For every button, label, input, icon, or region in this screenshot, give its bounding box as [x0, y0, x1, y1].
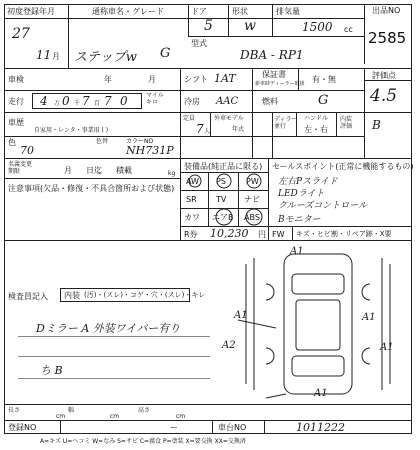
car-right-side — [382, 258, 390, 390]
capacity-unit: 人 — [204, 128, 211, 135]
circle-mark — [247, 174, 261, 188]
mileage-digit: 4 — [40, 94, 48, 108]
r-ticket-unit: 円 — [258, 230, 266, 239]
mileage-unit: 万 — [54, 100, 61, 107]
car-front-window — [292, 274, 344, 294]
history-options: 自家用・レンタ・事業用 ( ) — [34, 127, 109, 134]
mileage-unit: 百 — [94, 100, 101, 107]
damage-mark: A1 — [380, 342, 394, 353]
reg-year: 27 — [12, 26, 30, 42]
equip-pw: PW — [246, 177, 259, 186]
equip-tv: TV — [216, 195, 227, 204]
handle-label: ハンドル — [304, 115, 329, 122]
inspector-note: ち B — [40, 364, 63, 377]
car-damage-diagram — [226, 244, 410, 404]
equip-navi: ナビ — [244, 195, 260, 204]
fw-label: FW — [272, 230, 285, 239]
shift-label: シフト — [184, 75, 208, 84]
height-label: 高さ — [138, 407, 151, 414]
warranty-sub: 新車時ディーラー取扱 — [255, 81, 305, 87]
ac-value: AAC — [216, 96, 239, 107]
rename-label: 名義変更 期限 — [8, 161, 33, 175]
width-label: 幅 — [68, 407, 75, 414]
dealer-label: ディラー 並行 — [274, 116, 298, 130]
displacement-value: 1500 — [302, 20, 333, 34]
name-grade-label: 通称車名・グレード — [92, 7, 164, 16]
first-reg-label: 初度登録年月 — [7, 7, 55, 16]
rename-day: 日迄 — [86, 166, 102, 175]
cc-unit: cc — [344, 25, 353, 34]
mileage-digit: 7 — [104, 94, 112, 108]
length-cm: cm — [56, 413, 66, 420]
ext-model-label: 外車モデル — [214, 115, 244, 122]
mileage-digit: 7 — [82, 94, 90, 108]
capacity-value: 7 — [196, 122, 204, 136]
sales-point-item: LEDライト — [278, 189, 325, 199]
footer-legend: A=キズ U=ヘコミ W=なみ S=サビ C=腐食 P=塗装 X=要交換 XX=交換済 — [40, 438, 246, 445]
notes-label: 注意事項(欠品・修復・不具合箇所および状態) — [8, 184, 175, 193]
damage-mark: A1 — [290, 246, 304, 257]
equip-airbag: エアB — [212, 213, 234, 222]
capacity-label: 定員 — [183, 115, 196, 122]
mileage-unit: 千 — [74, 100, 81, 107]
chassis-label: 車台NO — [218, 423, 247, 432]
damage-mark: A2 — [222, 340, 236, 351]
color-no-value: NH731P — [126, 144, 174, 157]
equip-sr: SR — [186, 195, 197, 204]
equipment-circles — [180, 172, 270, 228]
equip-ps: PS — [216, 177, 226, 186]
leader-line — [238, 320, 286, 398]
body-shape: w — [244, 18, 256, 34]
equip-abs: ABS — [244, 213, 260, 222]
fuel-value: G — [318, 93, 329, 108]
mileage-label: 走行 — [8, 97, 24, 106]
circle-mark — [189, 175, 201, 187]
length-label: 長さ — [8, 407, 21, 414]
color-label: 色 — [8, 138, 16, 147]
reg-no-dash: ー — [170, 423, 178, 432]
rename-month: 月 — [64, 166, 72, 175]
r-ticket-value: 10,230 — [210, 227, 249, 240]
ac-label: 冷房 — [184, 97, 200, 106]
mileage-km: マイル キロ — [146, 92, 164, 106]
shape-label: 形状 — [232, 7, 248, 16]
reg-no-label: 登録NO — [8, 423, 37, 432]
circle-mark — [246, 209, 262, 225]
grade: G — [160, 46, 171, 61]
inspector-interior-label: 内装 — [64, 291, 80, 300]
damage-mark: A1 — [234, 310, 248, 321]
shaken-month-label: 月 — [148, 75, 156, 84]
model-label: 型式 — [191, 39, 207, 48]
car-name: ステップw — [74, 50, 137, 65]
sales-point-item: Bモニター — [278, 215, 321, 225]
door-count: 5 — [204, 18, 213, 34]
r-ticket-label: R券 — [184, 230, 198, 239]
score-value: 4.5 — [370, 86, 398, 106]
mileage-digit: 0 — [120, 94, 128, 108]
damage-mark: A1 — [362, 312, 376, 323]
exhibit-label: 出品NO — [372, 6, 401, 15]
displacement-label: 排気量 — [276, 7, 300, 16]
door-label: ドア — [191, 7, 207, 16]
shift-value: 1AT — [214, 72, 236, 85]
circle-mark — [216, 209, 232, 225]
color-no-label: カラーNO — [126, 138, 154, 145]
interior-label: 内装 評価 — [340, 116, 353, 130]
inspector-label: 検査員記入 — [8, 292, 48, 301]
inspector-interior-items: (汚)・(スレ)・コゲ・穴・(スレ)・キレ — [84, 291, 206, 299]
color-change-label: 色替 — [96, 138, 109, 145]
score-label: 評価点 — [372, 71, 396, 80]
ext-model-year: 年式 — [232, 126, 245, 133]
handle-value: 左・右 — [304, 125, 328, 134]
history-label: 車歴 — [8, 118, 24, 127]
car-front-wheel — [266, 284, 370, 300]
height-cm: cm — [176, 413, 186, 420]
equip-leather: カワ — [184, 213, 200, 222]
sales-point-item: 左右Pスライド — [278, 177, 338, 187]
sales-points-label: セールスポイント(正常に機能するもの) — [272, 162, 414, 171]
equipment-label: 装備品(純正品に限る) — [184, 162, 263, 171]
car-rear-window — [292, 356, 344, 376]
model-code: DBA - RP1 — [240, 48, 304, 62]
equip-aw: AW — [186, 177, 199, 186]
warranty-label: 保証書 — [262, 70, 286, 79]
interior-value: B — [372, 118, 381, 132]
fuel-label: 燃料 — [262, 97, 278, 106]
car-body — [284, 254, 352, 394]
car-left-side — [246, 258, 254, 390]
reg-month-suffix: 月 — [52, 52, 60, 61]
mileage-digit: 0 — [62, 94, 70, 108]
inspector-note: Dミラー A 外装ワイパー有り — [36, 322, 181, 335]
kg-unit: kg — [168, 170, 176, 177]
warranty-yes-no: 有・無 — [312, 75, 336, 84]
car-roof — [296, 300, 340, 350]
shaken-year-label: 年 — [104, 75, 112, 84]
damage-mark: A1 — [314, 388, 328, 399]
reg-month: 11 — [36, 48, 52, 62]
width-cm: cm — [110, 413, 120, 420]
sales-point-item: クルーズコントロール — [278, 201, 368, 211]
exhibit-number: 2585 — [368, 29, 407, 47]
shaken-label: 車検 — [8, 75, 24, 84]
chassis-value: 1011222 — [296, 421, 345, 434]
color-value: 70 — [20, 144, 34, 157]
circle-mark — [217, 174, 231, 188]
sales-points-bottom: キズ・ヒビ割・リペア跡・X要 — [296, 230, 392, 238]
loading-label: 積載 — [116, 166, 132, 175]
